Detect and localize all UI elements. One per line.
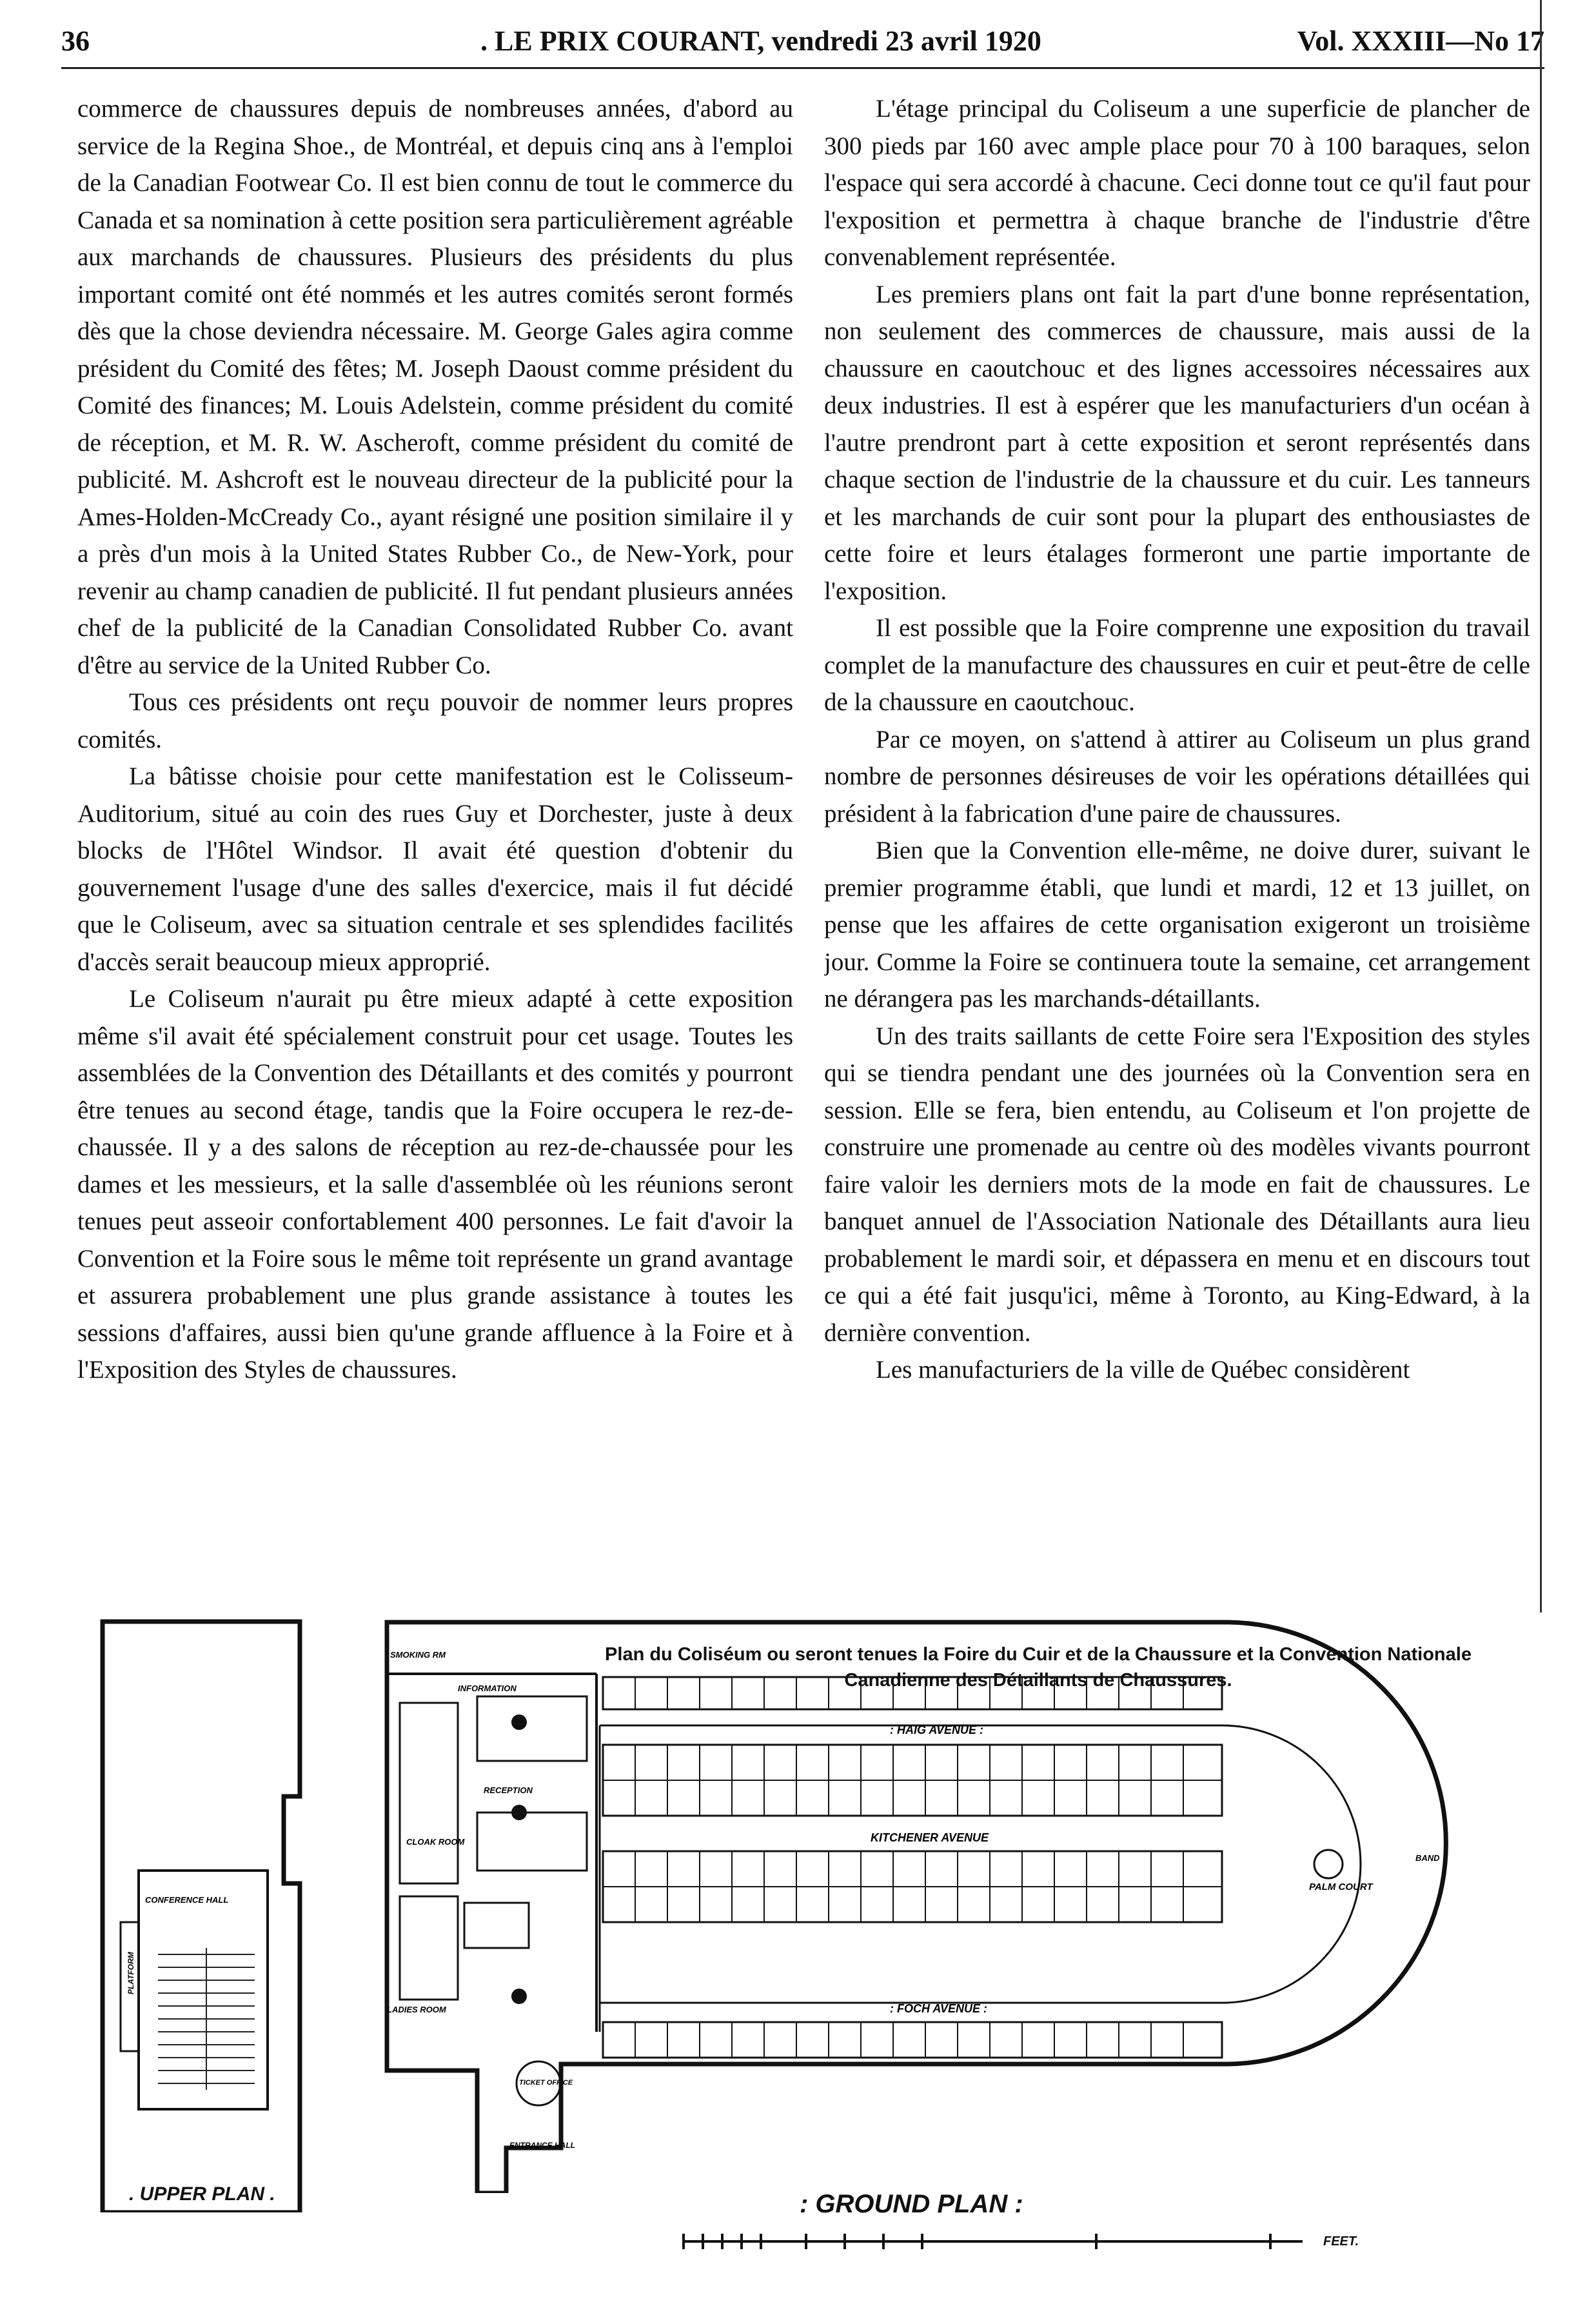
palm-court-label: PALM COURT <box>1309 1882 1373 1892</box>
ladies-room-label: LADIES ROOM <box>387 2005 446 2014</box>
paragraph: Tous ces présidents ont reçu pouvoir de nommer leurs propres comités. <box>77 688 793 753</box>
page-title: . LE PRIX COURANT, vendredi 23 avril 1920 <box>480 25 1041 57</box>
paragraph: Bien que la Convention elle-même, ne doive durer, suivant le premier programme établi, que lundi et mardi, 12 et 13 juillet, on pense que les affaires de cette organisation exigeront un troisième jour. Comme la Foire se continuera toute la semaine, cet arrangement ne dérangera pas les marchands-détaillants. <box>824 837 1530 1013</box>
kitchener-avenue-label: KITCHENER AVENUE <box>871 1831 989 1844</box>
information-label: INFORMATION <box>458 1683 517 1693</box>
paragraph: Les premiers plans ont fait la part d'une bonne représentation, non seulement des commerces de chaussure, mais aussi de la chaussure en caoutchouc et des lignes accessoires nécessaires aux deux industries. Il est à espérer que les manufacturiers d'un océan à l'autre prendront part à cette exposition et seront représentés dans chaque section de l'industrie de la chaussure et du cuir. Les tanneurs et les marchands de cuir sont pour la plupart des enthousiastes de cette foire et leurs étalages formeront une partie importante de l'exposition. <box>824 280 1530 605</box>
scale-feet-label: FEET. <box>1323 2234 1359 2249</box>
ground-plan-drawing <box>380 1619 1535 2193</box>
page-number: 36 <box>61 25 90 57</box>
paragraph: commerce de chaussures depuis de nombreuses années, d'abord au service de la Regina Shoe., de Montréal, et depuis cinq ans à l'emploi de la Canadian Footwear Co. Il est bien connu de tout le commerce du Canada et sa nomination à cette position sera particulièrement agréable aux marchands de chaussures. Plusieurs des présidents du plus important comité ont été nommés et les autres comités seront formés dès que la chose deviendra nécessaire. M. George Gales agira comme président du Comité des fêtes; M. Joseph Daoust comme président du Comité des finances; M. Louis Adelstein, comme président du comité de réception, et M. R. W. Ascheroft, comme président du comité de publicité. M. Ashcroft est le nouveau directeur de la publicité pour la Ames-Holden-McCready Co., ayant résigné une position similaire il y a près d'un mois à la United States Rubber Co., de New-York, pour revenir au champ canadien de publicité. Il fut pendant plusieurs années chef de la publicité de la Canadian Consolidated Rubber Co. avant d'être au service de la United Rubber Co. <box>77 95 793 679</box>
paragraph: Par ce moyen, on s'attend à attirer au Coliseum un plus grand nombre de personnes désireuses de voir les opérations détaillées qui président à la fabrication d'une paire de chaussures. <box>824 725 1530 828</box>
ground-plan-label: : GROUND PLAN : <box>800 2190 1023 2218</box>
header-rule <box>61 67 1544 69</box>
paragraph: L'étage principal du Coliseum a une superficie de plancher de 300 pieds par 160 avec ample place pour 70 à 100 baraques, selon l'espace qui sera accordé à chacune. Ceci donne tout ce qu'il faut pour l'exposition et permettra à chaque branche de l'industrie d'être convenablement représentée. <box>824 95 1530 271</box>
platform-label: PLATFORM <box>126 1952 135 1994</box>
smoking-room-label: SMOKING RM <box>390 1650 446 1660</box>
foch-avenue-label: : FOCH AVENUE : <box>890 2002 987 2015</box>
paragraph: Il est possible que la Foire comprenne une exposition du travail complet de la manufacture des chaussures en cuir et peut-être de celle de la chaussure en caoutchouc. <box>824 614 1530 716</box>
volume-number: Vol. XXXIII—No 17 <box>1297 25 1544 57</box>
cloak-room-label: CLOAK ROOM <box>406 1837 465 1847</box>
scale-bar <box>677 2229 1361 2254</box>
figure-caption: Plan du Coliséum ou seront tenues la Foire du Cuir et de la Chaussure et la Convention Nationale Canadienne des Détaillants de Chaussures. <box>605 1644 1472 1691</box>
upper-plan-drawing <box>100 1619 313 2212</box>
right-column <box>824 90 1530 1613</box>
haig-avenue-label: : HAIG AVENUE : <box>890 1723 984 1736</box>
reception-label: RECEPTION <box>484 1785 533 1795</box>
page-header <box>61 25 1544 70</box>
entrance-hall-label: ENTRANCE HALL <box>509 2141 575 2150</box>
left-column <box>77 90 793 1613</box>
paragraph: La bâtisse choisie pour cette manifestation est le Colisseum-Auditorium, situé au coin des rues Guy et Dorchester, juste à deux blocks de l'Hôtel Windsor. Il avait été question d'obtenir du gouvernement l'usage d'une des salles d'exercice, mais il fut décidé que le Coliseum, avec sa situation centrale et ses splendides facilités d'accès serait beaucoup mieux approprié. <box>77 762 793 976</box>
paragraph: Un des traits saillants de cette Foire sera l'Exposition des styles qui se tiendra pendant une des journées où la Convention sera en session. Elle se fera, bien entendu, au Coliseum et l'on projette de construire une promenade au centre où des modèles vivants pourront faire valoir les derniers mots de la mode en fait de chaussures. Le banquet annuel de l'Association Nationale des Détaillants aura lieu probablement le mardi soir, et dépassera en menu et en discours tout ce qui a été fait jusqu'ici, même à Toronto, au King-Edward, à la dernière convention. <box>824 1022 1530 1347</box>
paragraph: Les manufacturiers de la ville de Québec considèrent <box>876 1356 1410 1384</box>
band-label: BAND <box>1415 1853 1440 1863</box>
paragraph: Le Coliseum n'aurait pu être mieux adapté à cette exposition même s'il avait été spécialement construit pour cet usage. Toutes les assemblées de la Convention des Détaillants et des comités y pourront être tenues au second étage, tandis que la Foire occupera le rez-de-chaussée. Il y a des salons de réception au rez-de-chaussée pour les dames et les messieurs, et la salle d'assemblée où les réunions seront tenues peut asseoir confortablement 400 personnes. Le fait d'avoir la Convention et la Foire sous le même toit représente un grand avantage et assurera probablement une plus grande assistance à toutes les sessions d'affaires, aussi bien qu'une grande affluence à la Foire et à l'Exposition des Styles de chaussures. <box>77 985 793 1384</box>
page-edge-rule <box>1540 0 1542 1613</box>
ticket-office-label: TICKET OFFICE <box>519 2079 573 2087</box>
upper-plan-label: . UPPER PLAN . <box>129 2183 275 2205</box>
conference-hall-label: CONFERENCE HALL <box>145 1895 229 1905</box>
